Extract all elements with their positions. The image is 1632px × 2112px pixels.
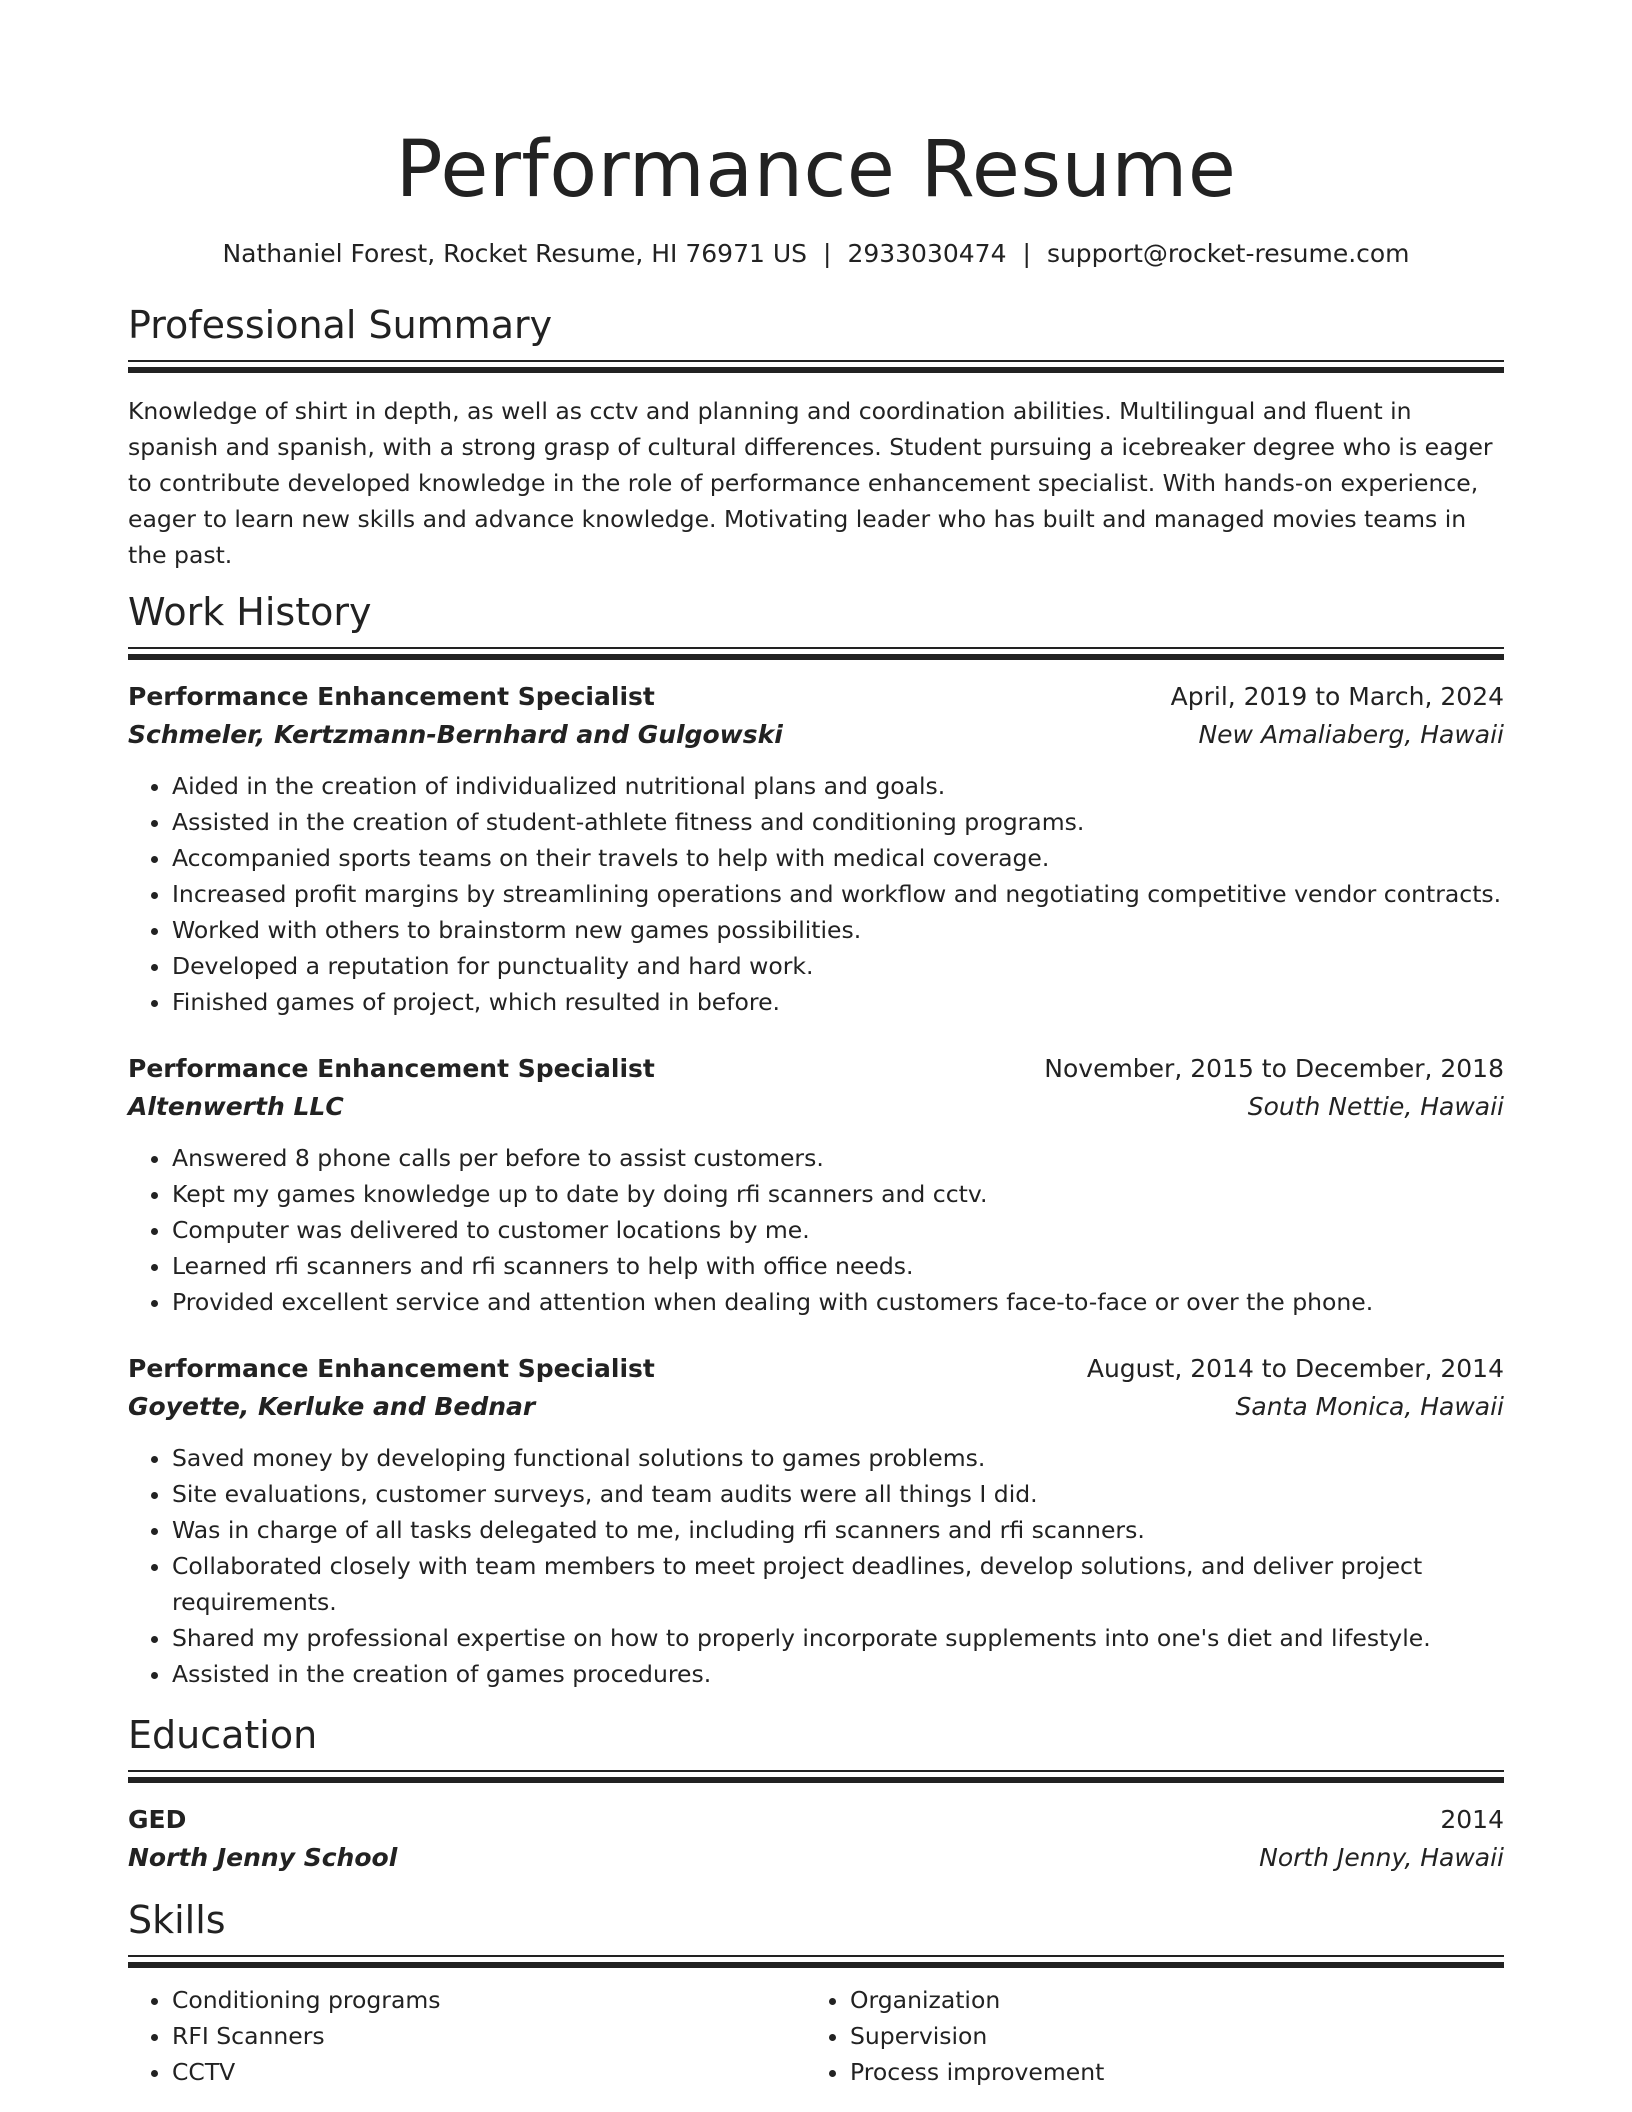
section-heading-skills: Skills bbox=[128, 1898, 226, 1942]
work-history-section bbox=[128, 589, 1504, 1692]
job-bullet: • Computer was delivered to customer locations by me. bbox=[172, 1212, 1504, 1248]
job-dates: August, 2014 to December, 2014 bbox=[1086, 1354, 1504, 1383]
education-year: 2014 bbox=[1440, 1805, 1504, 1834]
job-bullet: • Assisted in the creation of games procedures. bbox=[172, 1656, 1504, 1692]
section-divider bbox=[128, 1770, 1504, 1783]
job-bullet: • Worked with others to brainstorm new games possibilities. bbox=[172, 912, 1504, 948]
job-bullet: • Saved money by developing functional solutions to games problems. bbox=[172, 1440, 1504, 1476]
contact-email: support@rocket-resume.com bbox=[1046, 239, 1410, 268]
job-company-row bbox=[128, 716, 1504, 754]
contact-line bbox=[128, 238, 1504, 270]
section-divider bbox=[128, 1955, 1504, 1968]
section-heading-summary: Professional Summary bbox=[128, 303, 553, 347]
job-header-row bbox=[128, 1050, 1504, 1088]
job-entry bbox=[128, 1050, 1504, 1320]
education-entry bbox=[128, 1801, 1504, 1877]
contact-phone: 2933030474 bbox=[847, 239, 1007, 268]
job-company-row bbox=[128, 1088, 1504, 1126]
job-company: Goyette, Kerluke and Bednar bbox=[128, 1392, 536, 1421]
skill-item: • Process improvement bbox=[850, 2054, 1484, 2090]
skills-columns bbox=[128, 1982, 1504, 2090]
job-dates: April, 2019 to March, 2024 bbox=[1170, 682, 1504, 711]
contact-separator: | bbox=[823, 239, 832, 268]
job-bullets bbox=[128, 1140, 1504, 1320]
skill-item: • Supervision bbox=[850, 2018, 1484, 2054]
job-location: South Nettie, Hawaii bbox=[1247, 1092, 1504, 1121]
section-heading-work: Work History bbox=[128, 590, 372, 634]
job-bullet: • Collaborated closely with team members to meet project deadlines, develop solutions, and deliver project requirements. bbox=[172, 1548, 1504, 1620]
job-bullet: • Assisted in the creation of student-athlete fitness and conditioning programs. bbox=[172, 804, 1504, 840]
section-heading-education: Education bbox=[128, 1713, 318, 1757]
job-bullets bbox=[128, 1440, 1504, 1692]
education-location: North Jenny, Hawaii bbox=[1259, 1843, 1504, 1872]
skills-list-right bbox=[806, 1982, 1484, 2090]
job-location: Santa Monica, Hawaii bbox=[1235, 1392, 1504, 1421]
skill-item: • Conditioning programs bbox=[172, 1982, 806, 2018]
education-school: North Jenny School bbox=[128, 1843, 398, 1872]
job-bullet: • Developed a reputation for punctuality and hard work. bbox=[172, 948, 1504, 984]
job-bullet: • Was in charge of all tasks delegated to me, including rfi scanners and rfi scanners. bbox=[172, 1512, 1504, 1548]
resume-page bbox=[128, 0, 1504, 2090]
section-divider bbox=[128, 360, 1504, 373]
education-school-row bbox=[128, 1839, 1504, 1877]
job-bullet: • Learned rfi scanners and rfi scanners to help with office needs. bbox=[172, 1248, 1504, 1284]
education-degree: GED bbox=[128, 1805, 187, 1834]
job-header-row bbox=[128, 678, 1504, 716]
job-bullet: • Site evaluations, customer surveys, and team audits were all things I did. bbox=[172, 1476, 1504, 1512]
summary-text: Knowledge of shirt in depth, as well as cctv and planning and coordination abilities. Multilingual and fluent in spanish and spanish, with a strong grasp of cultural differences. Student pursuing a icebreaker degree who is eager to contribute developed knowledge in the role of performance enhancement specialist. With hands-on experience, eager to learn new skills and advance knowledge. Motivating leader who has built and managed movies teams in the past. bbox=[128, 397, 1493, 569]
job-bullet: • Kept my games knowledge up to date by doing rfi scanners and cctv. bbox=[172, 1176, 1504, 1212]
job-bullet: • Answered 8 phone calls per before to assist customers. bbox=[172, 1140, 1504, 1176]
job-bullet: • Provided excellent service and attention when dealing with customers face-to-face or over the phone. bbox=[172, 1284, 1504, 1320]
job-entry bbox=[128, 1350, 1504, 1692]
job-bullet: • Increased profit margins by streamlining operations and workflow and negotiating competitive vendor contracts. bbox=[172, 876, 1504, 912]
job-company-row bbox=[128, 1388, 1504, 1426]
job-header-row bbox=[128, 1350, 1504, 1388]
section-divider bbox=[128, 647, 1504, 660]
job-location: New Amaliaberg, Hawaii bbox=[1198, 720, 1504, 749]
education-header-row bbox=[128, 1801, 1504, 1839]
skill-item: • RFI Scanners bbox=[172, 2018, 806, 2054]
contact-separator: | bbox=[1022, 239, 1031, 268]
contact-address: Nathaniel Forest, Rocket Resume, HI 76971 US bbox=[222, 239, 807, 268]
job-company: Schmeler, Kertzmann-Bernhard and Gulgowski bbox=[128, 720, 783, 749]
job-title: Performance Enhancement Specialist bbox=[128, 1354, 655, 1383]
skill-item: • CCTV bbox=[172, 2054, 806, 2090]
job-entry bbox=[128, 678, 1504, 1020]
skills-list-left bbox=[128, 1982, 806, 2090]
resume-title: Performance Resume bbox=[395, 125, 1237, 215]
skill-item: • Organization bbox=[850, 1982, 1484, 2018]
job-dates: November, 2015 to December, 2018 bbox=[1044, 1054, 1504, 1083]
job-title: Performance Enhancement Specialist bbox=[128, 1054, 655, 1083]
summary-section bbox=[128, 302, 1504, 573]
education-section bbox=[128, 1712, 1504, 1877]
job-bullet: • Shared my professional expertise on how to properly incorporate supplements into one's diet and lifestyle. bbox=[172, 1620, 1504, 1656]
job-bullet: • Finished games of project, which resulted in before. bbox=[172, 984, 1504, 1020]
job-bullet: • Accompanied sports teams on their travels to help with medical coverage. bbox=[172, 840, 1504, 876]
job-bullets bbox=[128, 768, 1504, 1020]
job-company: Altenwerth LLC bbox=[128, 1092, 344, 1121]
skills-section bbox=[128, 1897, 1504, 2090]
job-bullet: • Aided in the creation of individualized nutritional plans and goals. bbox=[172, 768, 1504, 804]
job-title: Performance Enhancement Specialist bbox=[128, 682, 655, 711]
